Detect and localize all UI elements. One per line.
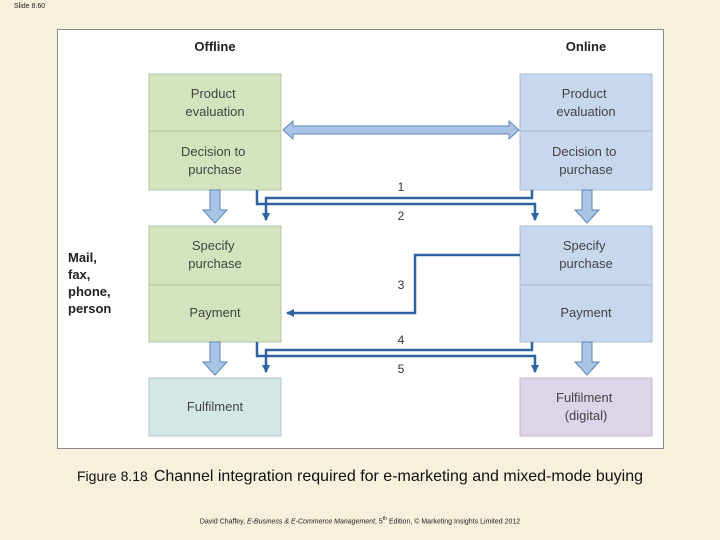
figure-caption: [0, 468, 720, 486]
offline-down-arrow-1: [203, 190, 227, 223]
offline-down-arrow-2: [203, 342, 227, 375]
credit-book-title: E-Business & E-Commerce Management: [247, 518, 376, 526]
path-number-2: 2: [397, 209, 405, 223]
credit-copyright: Edition, © Marketing Insights Limited 2012: [387, 518, 521, 526]
svg-text:Payment: Payment: [560, 305, 612, 320]
credit-edition-number: , 5: [375, 518, 383, 526]
path-number-5: 5: [397, 362, 405, 376]
offline-box-product-evaluation: [149, 74, 281, 131]
svg-text:Specify purchase: Specify purchase: [188, 238, 242, 271]
path-number-4: 4: [397, 333, 405, 347]
online-down-arrow-2: [575, 342, 599, 375]
svg-text:Fulfilment: Fulfilment: [186, 399, 244, 414]
path-2-line: [257, 190, 535, 220]
source-credit: [0, 516, 720, 525]
offline-box-specify-purchase: [149, 226, 281, 285]
svg-text:Decision to purchase: Decision to purchase: [181, 144, 246, 177]
svg-text:Specify purchase: Specify purchase: [559, 238, 613, 271]
online-box-payment: [520, 285, 652, 342]
online-down-arrow-1: [575, 190, 599, 223]
figure-number: Figure 8.18: [77, 468, 148, 484]
credit-author: David Chaffey,: [199, 518, 248, 526]
figure-caption-text: Channel integration required for e-marketing and mixed-mode buying: [153, 468, 643, 485]
online-heading: Online: [565, 39, 607, 54]
slide-number: Slide 8.60: [14, 3, 46, 10]
path-5-line: [257, 342, 535, 372]
offline-box-fulfilment: [149, 378, 281, 436]
online-box-decision-to-purchase: [520, 131, 652, 190]
online-box-specify-purchase: [520, 226, 652, 285]
online-box-fulfilment-digital: [520, 378, 652, 436]
svg-text:Payment: Payment: [189, 305, 241, 320]
offline-heading: Offline: [194, 39, 236, 54]
offline-box-decision-to-purchase: [149, 131, 281, 190]
svg-text:Fulfilment (digital): Fulfilment (digital): [556, 390, 613, 423]
svg-text:Decision to purchase: Decision to purchase: [552, 144, 617, 177]
path-number-1: 1: [397, 180, 405, 194]
offline-channels-label: Mail, fax, phone, person: [68, 250, 112, 316]
evaluation-link-double-arrow: [283, 121, 519, 139]
path-number-3: 3: [397, 278, 405, 292]
svg-text:Product evaluation: Product evaluation: [185, 86, 245, 119]
offline-box-payment: [149, 285, 281, 342]
credit-edition-suffix: th: [382, 516, 387, 522]
svg-text:Product evaluation: Product evaluation: [556, 86, 616, 119]
online-box-product-evaluation: [520, 74, 652, 131]
